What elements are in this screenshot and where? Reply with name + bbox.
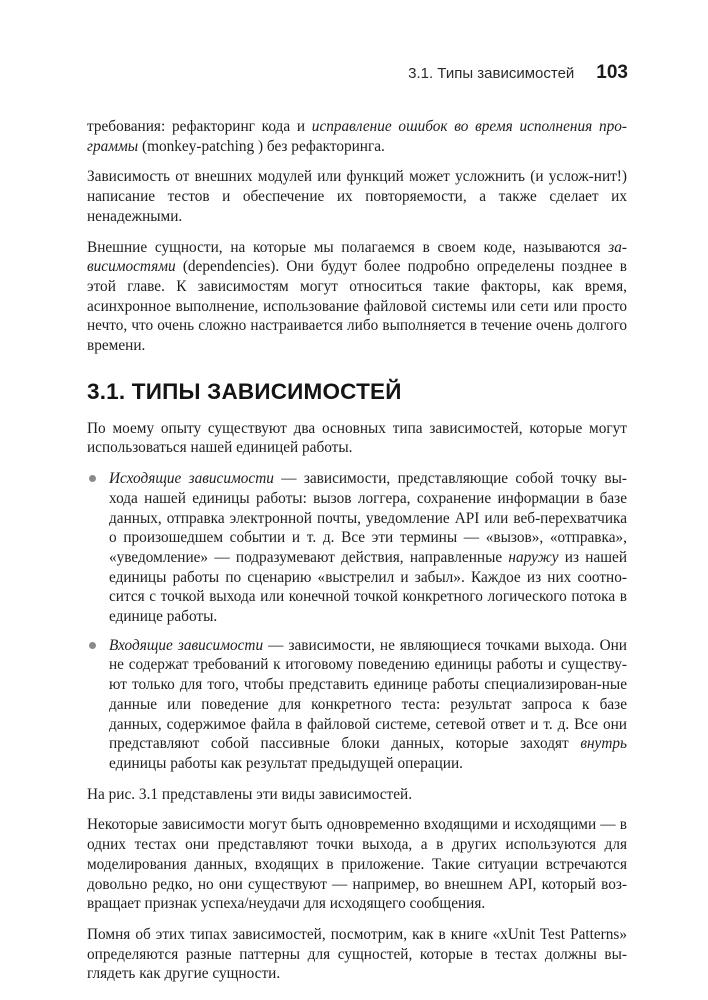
running-title: 3.1. Типы зависимостей [408, 65, 575, 82]
bullet-icon [89, 642, 96, 649]
paragraph-refactoring-requirements [87, 117, 627, 156]
paragraph-dependencies-definition [87, 238, 627, 356]
list-item-outgoing-dependencies [87, 469, 627, 627]
text-fragment: — зависимости, представляющие собой точку вы-хода нашей единицы работы: вызов логгера, сохранение информации в базе данных, отправка электронной почты, уведомление API или веб-перехватчика о произошедшем событии и т. д. Все эти термины — «вызов», «отправка», «уведомление» — подразумевают действия, направленные [109, 470, 628, 566]
italic-term-outgoing: Исходящие зависимости [109, 470, 274, 488]
italic-term-runtime-bugfix: исправление ошибок во время исполнения про-граммы [87, 118, 627, 155]
paragraph-external-modules: Зависимость от внешних модулей или функций может усложнить (и услож-нит!) написание тестов и обеспечение их повторяемости, а также сделает их ненадежными. [87, 168, 627, 225]
paragraph-figure-reference: На рис. 3.1 представлены эти виды зависимостей. [87, 785, 413, 803]
italic-word-outward: наружу [508, 548, 559, 566]
list-item-incoming-dependencies [87, 636, 627, 774]
text-fragment: требования: рефакторинг кода и [87, 118, 312, 135]
page-number: 103 [596, 62, 628, 83]
paragraph-mixed-dependencies: Некоторые зависимости могут быть одновременно входящими и исходящими — в одних тестах они представляют точки выхода, а в других используются для моделирования данных, входящих в приложение. Такие ситуации встречаются довольно редко, но они существуют — например, во внешнем API, который воз-вращает признак успеха/неудачи для исходящего сообщения. [87, 816, 627, 913]
text-fragment: из нашей единицы работы по сценарию «выстрелил и забыл». Каждое из них соотно-сится с точкой выхода или конечной точкой конкретного логического потока в единице работы. [109, 548, 628, 626]
text-fragment: — зависимости, не являющиеся точками выхода. Они не содержат требований к итоговому поведению единицы работы и существу-ют только для того, чтобы представить единице работы специализирован-ные данные или поведение для конкретного теста: результат запроса к базе данных, содержимое файла в файловой системе, сетевой ответ и т. д. Все они представляют собой пассивные блоки данных, которые заходят [109, 636, 627, 753]
paragraph-xunit-patterns: Помня об этих типах зависимостей, посмотрим, как в книге «xUnit Test Patterns» определяются разные паттерны для сущностей, которые в тестах должны вы-глядеть как другие сущности. [87, 925, 627, 983]
text-fragment: (dependencies). Они будут более подробно определены позднее в этой главе. К зависимостям могут относиться такие факторы, как время, асинхронное выполнение, использование файловой системы или сети или просто нечто, что очень сложно настраивается либо выполняется в течение очень долгого времени. [87, 258, 627, 355]
text-fragment: (monkey-patching ) без рефакторинга. [138, 137, 385, 155]
bullet-icon [89, 475, 96, 482]
dependency-types-list [87, 469, 627, 774]
text-fragment: Внешние сущности, на которые мы полагаемся в своем коде, называются [87, 238, 609, 256]
running-header [408, 62, 628, 84]
section-heading: 3.1. ТИПЫ ЗАВИСИМОСТЕЙ [87, 378, 402, 404]
italic-term-incoming: Входящие зависимости [109, 636, 264, 654]
page-body [87, 117, 627, 995]
text-fragment: единицы работы как результат предыдущей операции. [109, 754, 463, 772]
italic-term-dependencies: за-висимостями [87, 238, 627, 276]
paragraph-section-lead: По моему опыту существуют два основных типа зависимостей, которые могут использоваться нашей единицей работы. [87, 419, 627, 457]
italic-word-inward: внутрь [580, 735, 627, 753]
